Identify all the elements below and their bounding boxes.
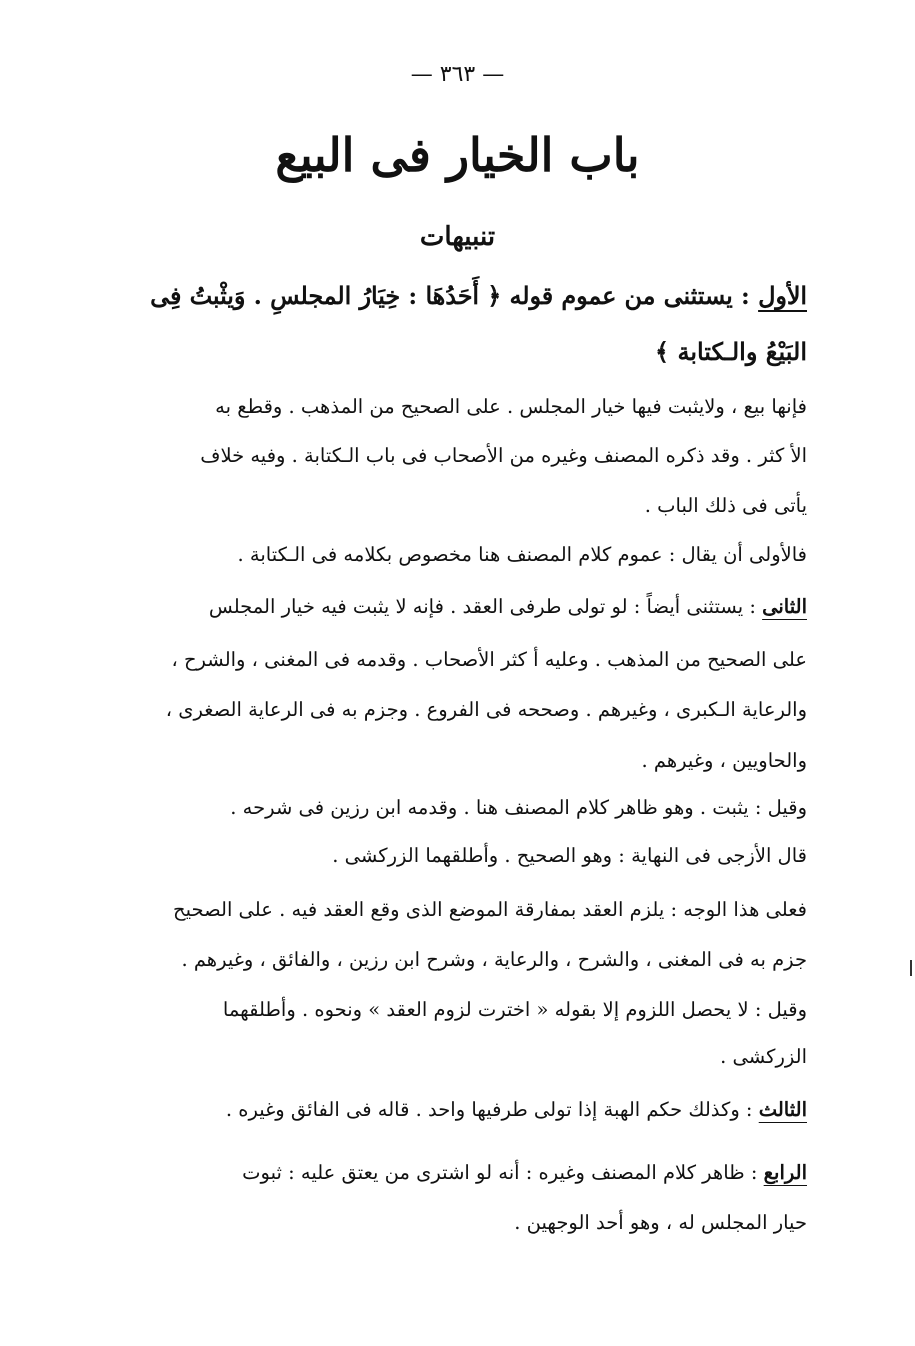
text-line: جزم به فى المغنى ، والشرح ، والرعاية ، وشرح ابن رزين ، والفائق ، وغيرهم . [181,948,807,971]
note-lead: الرابع [763,1161,807,1184]
text-line: الثالث : وكذلك حكم الهبة إذا تولى طرفيها واحد . قاله فى الفائق وغيره . [225,1098,807,1121]
chapter-title: باب الخيار فى البيع [275,128,640,182]
text-line: فالأولى أن يقال : عموم كلام المصنف هنا مخصوص بكلامه فى الـكتابة . [237,543,807,566]
note-lead: الثانى [762,595,807,618]
text-line: البَيْعُ والـكتابة ﴾ [655,337,807,366]
margin-mark [910,960,912,976]
text-line: الثانى : يستثنى أيضاً : لو تولى طرفى العقد . فإنه لا يثبت فيه خيار المجلس [208,595,807,618]
text-line: فإنها بيع ، ولايثبت فيها خيار المجلس . على الصحيح من المذهب . وقطع به [215,395,807,418]
section-subtitle: تنبيهات [419,222,496,252]
text-line: الرابع : ظاهر كلام المصنف وغيره : أنه لو اشترى من يعتق عليه : ثبوت [242,1161,807,1184]
note-lead: الأول [758,282,807,310]
text-line: والحاويين ، وغيرهم . [641,749,807,772]
text-line: الأ كثر . وقد ذكره المصنف وغيره من الأصحاب فى باب الـكتابة . وفيه خلاف [200,444,807,467]
text-line: الزركشى . [720,1045,807,1068]
text-line: والرعاية الـكبرى ، وغيرهم . وصححه فى الفروع . وجزم به فى الرعاية الصغرى ، [165,698,807,721]
text-line: وقيل : لا يحصل اللزوم إلا بقوله « اخترت لزوم العقد » ونحوه . وأطلقهما [222,998,807,1021]
text-line: قال الأزجى فى النهاية : وهو الصحيح . وأطلقهما الزركشى . [332,844,807,867]
text-line: على الصحيح من المذهب . وعليه أ كثر الأصحاب . وقدمه فى المغنى ، والشرح ، [171,648,807,671]
text-line: الأول : يستثنى من عموم قوله ﴿ أَحَدُهَا : خِيَارُ المجلسِ . وَيثْبتُ فِى [150,282,807,310]
text-line: يأتى فى ذلك الباب . [644,494,807,517]
text-line: وقيل : يثبت . وهو ظاهر كلام المصنف هنا . وقدمه ابن رزين فى شرحه . [230,796,807,819]
note-lead: الثالث [758,1098,807,1121]
text-line: فعلى هذا الوجه : يلزم العقد بمفارقة الموضع الذى وقع العقد فيه . على الصحيح [173,898,807,921]
text-line: حيار المجلس له ، وهو أحد الوجهين . [514,1211,807,1234]
page-number: — ٣٦٣ — [410,62,505,87]
